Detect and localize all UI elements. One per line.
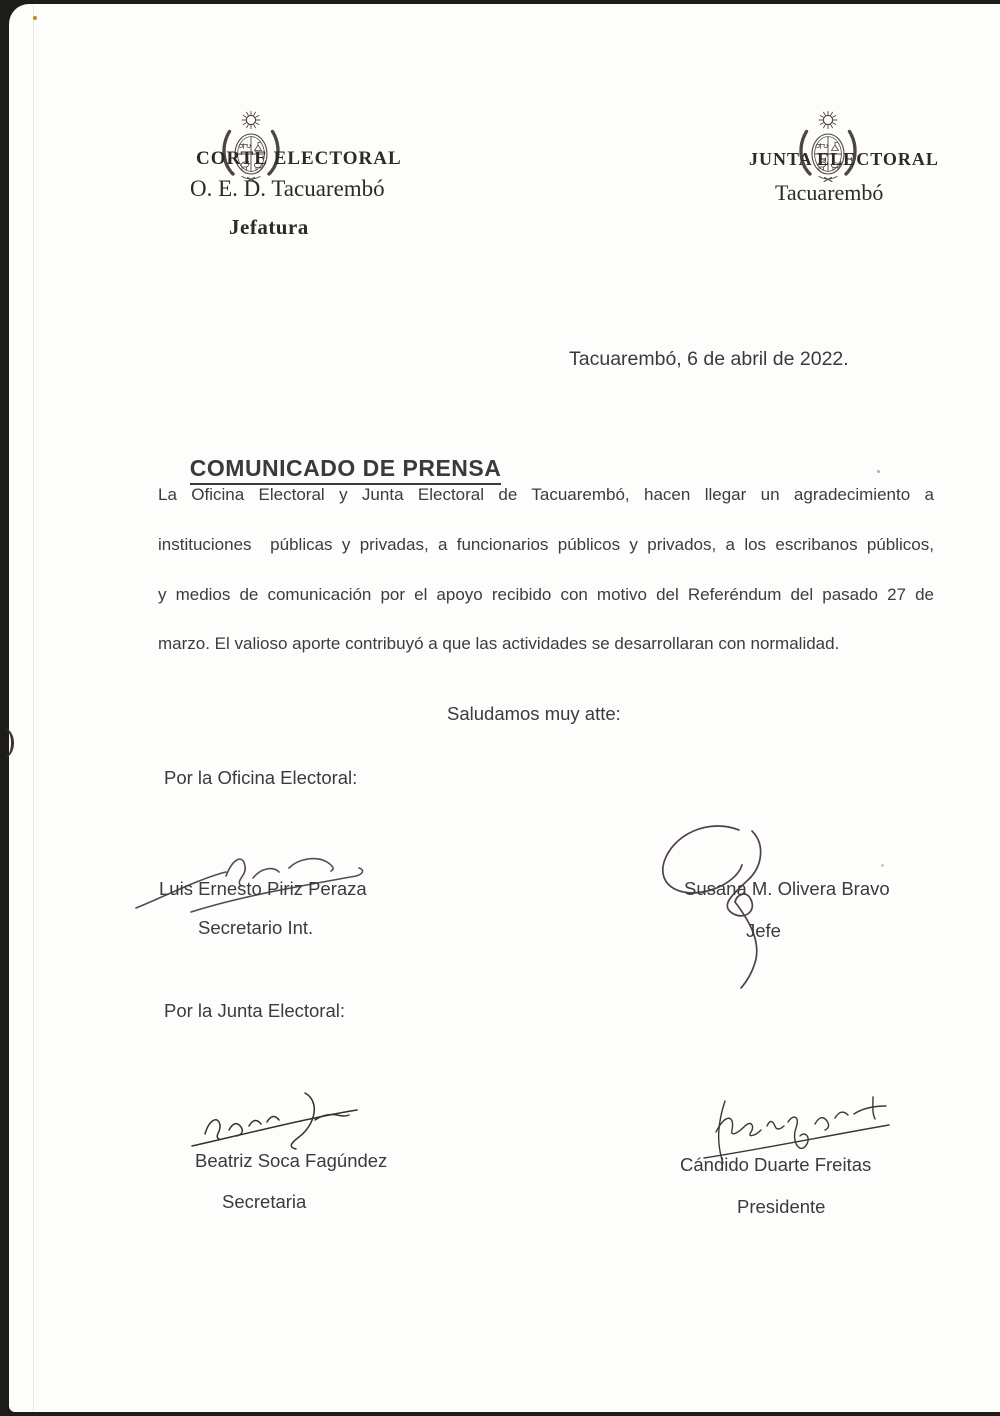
body-line: instituciones públicas y privadas, a funcionarios públicos y privados, a los escribanos públicos, [158,535,934,554]
document-title: COMUNICADO DE PRENSA [190,455,502,485]
signer-role: Presidente [737,1196,826,1217]
junta-section-heading: Por la Junta Electoral: [164,1000,345,1021]
signer-role: Secretario Int. [198,917,314,938]
letterhead-right-org: JUNTA ELECTORAL [749,149,939,169]
letterhead-right-office: Tacuarembó [775,180,884,205]
signature-susana-olivera [651,782,811,1026]
scanned-document-page [9,4,1000,1412]
signature-candido-duarte [696,1056,901,1208]
signer-name: Luis Ernesto Piriz Peraza [159,878,367,899]
scan-speck [33,16,37,20]
scan-speck [877,470,880,473]
scan-crease-line [33,4,34,1412]
signer-name: Cándido Duarte Freitas [680,1154,872,1175]
letterhead-left-office: O. E. D. Tacuarembó [190,176,385,201]
oficina-section-heading: Por la Oficina Electoral: [164,767,358,788]
closing-salutation: Saludamos muy atte: [447,703,621,724]
body-line: La Oficina Electoral y Junta Electoral de Tacuarembó, hacen llegar un agradecimiento a [158,485,934,504]
signer-name: Beatriz Soca Fagúndez [195,1150,388,1171]
signer-role: Secretaria [222,1191,307,1212]
body-line: y medios de comunicación por el apoyo recibido con motivo del Referéndum del pasado 27 de [158,585,934,604]
signer-name: Susana M. Olivera Bravo [684,878,890,899]
scan-speck [881,864,884,867]
body-line: marzo. El valioso aporte contribuyó a que las actividades se desarrollaran con normalidad. [158,634,840,653]
letterhead-left-division: Jefatura [229,215,309,239]
date-line: Tacuarembó, 6 de abril de 2022. [569,348,849,370]
letterhead-left-org: CORTE ELECTORAL [196,148,402,169]
signer-role: Jefe [746,920,781,941]
